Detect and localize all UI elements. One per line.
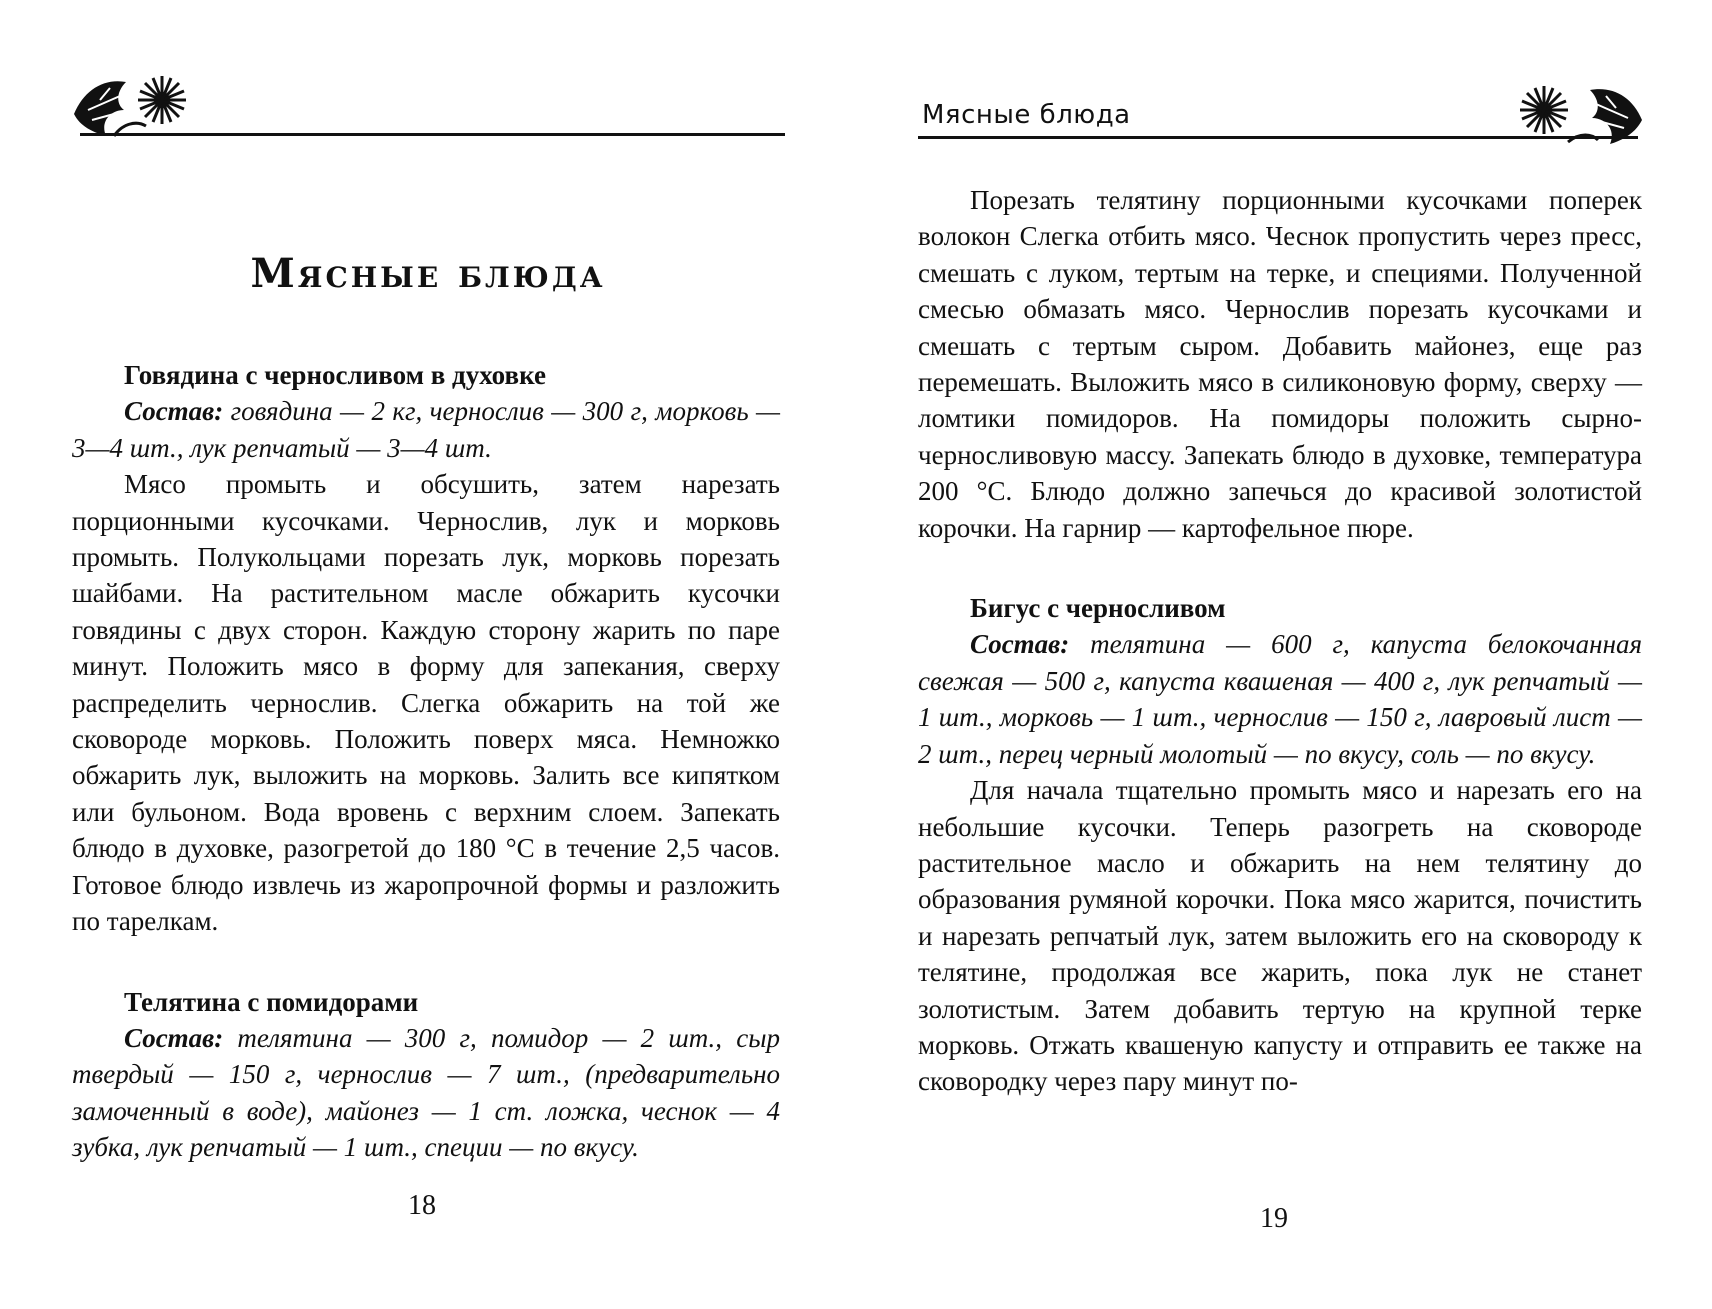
ingredients-list: телятина — 600 г, капуста белокочанная свежая — 500 г, капуста квашеная — 400 г, лук репчатый — 1 шт., морковь — 1 шт., чернослив — 150 г, лавровый лист — 2 шт., перец черный молотый — по вкусу, соль — по вкусу. bbox=[918, 629, 1643, 769]
page-number: 19 bbox=[1260, 1203, 1288, 1234]
left-text-column bbox=[72, 357, 780, 1166]
continued-recipe-method: Порезать телятину порционными кусочками поперек волокон Слегка отбить мясо. Чеснок пропустить через пресс, смешать с луком, тертым на терке, и специями. Полученной смесью обмазать мясо. Чернослив порезать кусочками и смешать с тертым сыром. Добавить майонез, еще раз перемешать. Выложить мясо в силиконовую форму, сверху — ломтики помидоров. На помидоры положить сырно-черносливовую массу. Запекать блюдо в духовке, температура 200 °С. Блюдо должно запечься до красивой золотистой корочки. На гарнир — картофельное пюре. bbox=[918, 185, 1642, 543]
ingredients bbox=[72, 1020, 780, 1166]
right-text-column bbox=[918, 182, 1642, 1100]
spacer bbox=[72, 940, 780, 984]
spacer bbox=[918, 546, 1642, 590]
ingredients-label: Состав: bbox=[124, 396, 224, 427]
leaf-and-flower-ornament-icon bbox=[70, 70, 200, 150]
recipe-method: Для начала тщательно промыть мясо и нарезать его на небольшие кусочки. Теперь разогреть на сковороде растительное масло и обжарить на нем телятину до образования румяной корочки. Пока мясо жарится, почистить и нарезать репчатый лук, затем выложить его на сковороду к телятине, продолжая все жарить, пока лук не станет золотистым. Затем добавить тертую на крупной терке морковь. Отжать квашеную капусту и отправить ее также на сковородку через пару минут по- bbox=[918, 775, 1642, 1097]
running-head: Мясные блюда bbox=[922, 100, 1131, 130]
header-rule bbox=[918, 136, 1638, 139]
ingredients-list: телятина — 300 г, помидор — 2 шт., сыр твердый — 150 г, чернослив — 7 шт., (предварительно замоченный в воде), майонез — 1 ст. ложка, чеснок — 4 зубка, лук репчатый — 1 шт., специи — по вкусу. bbox=[72, 1022, 781, 1163]
right-page bbox=[856, 0, 1712, 1309]
chapter-title: Мясные блюда bbox=[250, 250, 606, 297]
header-rule bbox=[80, 133, 785, 136]
recipe-method: Мясо промыть и обсушить, затем нарезать порционными кусочками. Чернослив, лук и морковь промыть. Полукольцами порезать лук, морковь порезать шайбами. На растительном масле обжарить кусочки говядины с двух сторон. Каждую сторону жарить по паре минут. Положить мясо в форму для запекания, сверху распределить чернослив. Слегка обжарить на той же сковороде морковь. Положить поверх мяса. Немножко обжарить лук, выложить на морковь. Залить все кипятком или бульоном. Вода вровень с верхним слоем. Запекать блюдо в духовке, разогретой до 180 °С в течение 2,5 часов. Готовое блюдо извлечь из жаропрочной формы и разложить по тарелкам. bbox=[72, 469, 780, 937]
recipe-title: Телятина с помидорами bbox=[124, 986, 419, 1017]
recipe-title: Говядина с черносливом в духовке bbox=[124, 360, 546, 390]
recipe-title: Бигус с черносливом bbox=[970, 593, 1226, 624]
ingredients bbox=[918, 626, 1642, 772]
ingredients-label: Состав: bbox=[970, 629, 1070, 660]
ingredients bbox=[72, 393, 780, 466]
flower-and-leaf-ornament-icon bbox=[1506, 80, 1646, 152]
page-number: 18 bbox=[408, 1190, 436, 1221]
ingredients-label: Состав: bbox=[124, 1022, 224, 1053]
ingredients-list: говядина — 2 кг, чернослив — 300 г, морковь — 3—4 шт., лук репчатый — 3—4 шт. bbox=[72, 396, 781, 463]
